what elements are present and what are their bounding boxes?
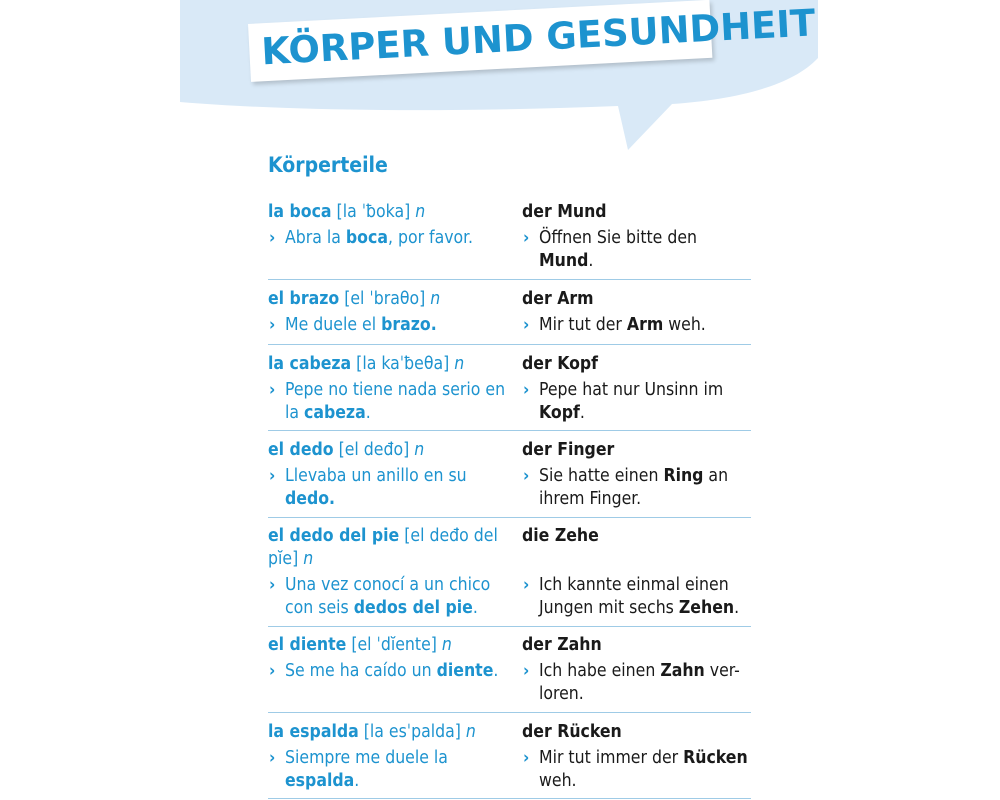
part-of-speech: n [415, 202, 426, 222]
spanish-headword-line [268, 439, 513, 462]
pronunciation: [el deđo] [333, 440, 415, 460]
example-arrow-icon: › [523, 380, 530, 400]
pronunciation: [el ˈdĭente] [346, 635, 442, 655]
example-text [285, 661, 498, 681]
example-text [285, 228, 473, 248]
example-run: Pepe hat nur Unsinn im [539, 380, 724, 400]
spanish-example [268, 465, 513, 511]
spanish-example [268, 660, 513, 683]
spanish-column [268, 721, 513, 793]
example-text [539, 661, 740, 704]
example-run: Se me ha caído un [285, 661, 437, 681]
example-text [539, 466, 728, 509]
example-keyword: dedos del pie [353, 598, 473, 618]
example-run: an ihrem Finger. [539, 466, 729, 509]
example-keyword: diente [436, 661, 494, 681]
example-run: weh. [539, 771, 577, 791]
pronunciation: [la esˈpalda] [358, 722, 466, 742]
part-of-speech: n [430, 289, 441, 309]
german-column [522, 353, 754, 425]
example-run: Öffnen Sie bitte den [539, 228, 698, 248]
example-arrow-icon: › [269, 228, 276, 248]
german-headword: der Rücken [522, 722, 622, 742]
example-run: . [354, 771, 360, 791]
example-keyword: espalda [285, 771, 355, 791]
example-text [285, 466, 467, 509]
vocab-entry [268, 525, 751, 629]
example-run: . [588, 251, 594, 271]
example-keyword: Zehen [678, 598, 735, 618]
example-run: Pepe no tiene nada serio en la [285, 380, 506, 423]
german-column [522, 721, 754, 793]
german-column [522, 634, 754, 706]
german-column [522, 439, 754, 511]
spanish-headword-line [268, 525, 513, 571]
example-keyword: cabeza [304, 403, 366, 423]
entry-divider [268, 430, 751, 431]
spanish-column [268, 439, 513, 511]
spanish-headword-line [268, 201, 513, 224]
vocab-entry [268, 201, 751, 281]
part-of-speech: n [454, 354, 465, 374]
part-of-speech: n [414, 440, 425, 460]
german-example [522, 660, 754, 706]
example-run: , por favor. [387, 228, 474, 248]
spanish-headword-line [268, 288, 513, 311]
spanish-headword: el dedo del pie [268, 526, 400, 546]
spanish-column [268, 201, 513, 250]
example-text [285, 315, 437, 335]
vocab-entry [268, 353, 751, 433]
spanish-example [268, 227, 513, 250]
example-keyword: Ring [663, 466, 704, 486]
german-headword: der Mund [522, 202, 607, 222]
example-run: Ich habe einen [539, 661, 661, 681]
example-arrow-icon: › [269, 315, 276, 335]
vocab-entry [268, 439, 751, 519]
spanish-headword: el brazo [268, 289, 340, 309]
spanish-headword-line [268, 353, 513, 376]
german-example [522, 227, 754, 273]
example-keyword: Arm [626, 315, 664, 335]
example-arrow-icon: › [269, 748, 276, 768]
example-run: Me duele el [285, 315, 382, 335]
german-headword: der Arm [522, 289, 594, 309]
german-example [522, 379, 754, 425]
example-run: ver-loren. [539, 661, 740, 704]
pronunciation: [el deđo del pĭe] [268, 526, 498, 569]
german-example [522, 465, 754, 511]
entry-divider [268, 279, 751, 280]
spanish-example [268, 314, 513, 337]
part-of-speech: n [441, 635, 452, 655]
german-example [522, 747, 754, 793]
example-text [285, 748, 448, 791]
example-keyword: Rücken [683, 748, 748, 768]
example-run: . [579, 403, 585, 423]
vocab-entry [268, 288, 751, 346]
german-column [522, 201, 754, 273]
section-heading: Körperteile [268, 153, 388, 177]
spanish-column [268, 288, 513, 337]
example-arrow-icon: › [269, 380, 276, 400]
example-keyword: Mund [539, 251, 589, 271]
entry-divider [268, 344, 751, 345]
example-run: Una vez conocí a un chico con seis [285, 575, 491, 618]
example-text [539, 748, 748, 791]
german-example [522, 574, 754, 620]
spanish-headword-line [268, 634, 513, 657]
example-arrow-icon: › [269, 575, 276, 595]
example-arrow-icon: › [523, 661, 530, 681]
part-of-speech: n [465, 722, 476, 742]
example-run: Mir tut immer der [539, 748, 684, 768]
example-keyword: Zahn [660, 661, 705, 681]
example-arrow-icon: › [523, 748, 530, 768]
example-run: . [472, 598, 478, 618]
example-run: weh. [663, 315, 706, 335]
example-text [539, 315, 706, 335]
example-run: Llevaba un anillo en su [285, 466, 467, 486]
example-run: Sie hatte einen [539, 466, 664, 486]
spanish-column [268, 525, 513, 620]
spanish-headword: el dedo [268, 440, 334, 460]
spanish-headword: la cabeza [268, 354, 352, 374]
vocab-entry [268, 721, 751, 800]
vocab-entry [268, 634, 751, 714]
entry-divider [268, 798, 751, 799]
example-arrow-icon: › [269, 466, 276, 486]
example-text [539, 228, 697, 271]
example-run: Siempre me duele la [285, 748, 448, 768]
example-run: Abra la [285, 228, 346, 248]
german-headword: der Zahn [522, 635, 602, 655]
example-text [285, 380, 505, 423]
spanish-column [268, 353, 513, 425]
german-headword: die Zehe [522, 526, 599, 546]
spanish-example [268, 379, 513, 425]
example-keyword: boca [345, 228, 388, 248]
spanish-example [268, 747, 513, 793]
spanish-headword: el diente [268, 635, 347, 655]
example-arrow-icon: › [523, 466, 530, 486]
example-text [539, 380, 723, 423]
spanish-column [268, 634, 513, 683]
example-run: Mir tut der [539, 315, 627, 335]
entry-divider [268, 712, 751, 713]
spanish-headword-line [268, 721, 513, 744]
german-example [522, 314, 754, 337]
example-keyword: Kopf [539, 403, 580, 423]
german-column [522, 525, 754, 620]
example-keyword: dedo. [285, 489, 336, 509]
example-arrow-icon: › [523, 575, 530, 595]
example-run: Ich kannte einmal einen Jungen mit sechs [539, 575, 729, 618]
example-arrow-icon: › [523, 315, 530, 335]
part-of-speech: n [303, 549, 314, 569]
example-run: . [365, 403, 371, 423]
example-run: . [493, 661, 499, 681]
german-column [522, 288, 754, 337]
example-arrow-icon: › [523, 228, 530, 248]
pronunciation: [el ˈbraθo] [339, 289, 431, 309]
spanish-headword: la boca [268, 202, 332, 222]
entry-divider [268, 626, 751, 627]
page-title: KÖRPER UND GESUNDHEIT [248, 0, 712, 82]
pronunciation: [la kaˈƀeθa] [351, 354, 455, 374]
spanish-example [268, 574, 513, 620]
example-text [285, 575, 490, 618]
example-run: . [734, 598, 740, 618]
german-headword: der Kopf [522, 354, 599, 374]
pronunciation: [la ˈƀoka] [331, 202, 416, 222]
example-text [539, 575, 739, 618]
example-arrow-icon: › [269, 661, 276, 681]
spanish-headword: la espalda [268, 722, 359, 742]
entry-divider [268, 517, 751, 518]
german-headword: der Finger [522, 440, 615, 460]
example-keyword: brazo. [381, 315, 437, 335]
